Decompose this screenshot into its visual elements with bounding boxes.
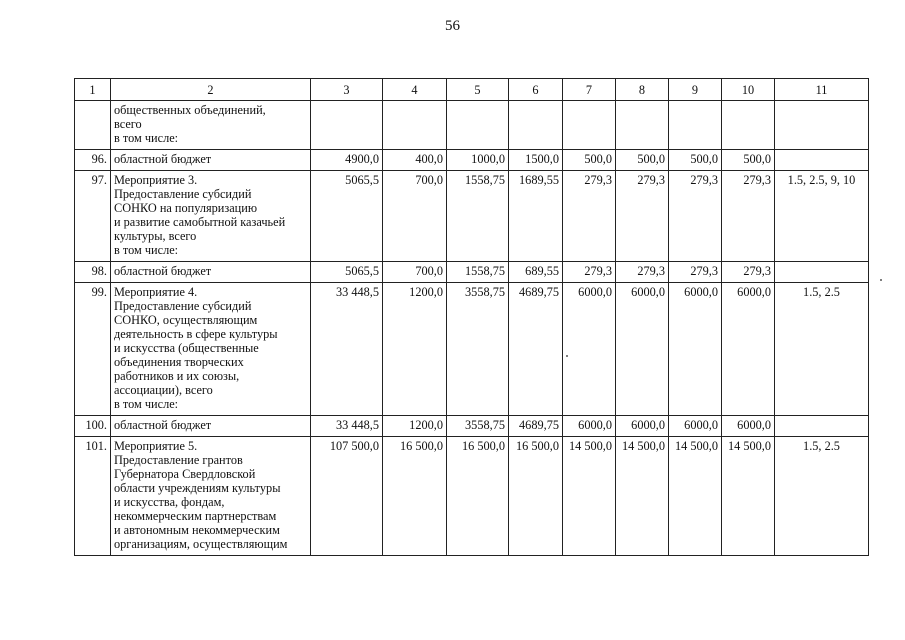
value-cell-col-5: 3558,75	[447, 416, 509, 437]
target-indicators-cell	[775, 101, 869, 150]
target-indicators-cell	[775, 262, 869, 283]
value-cell-col-3: 5065,5	[311, 171, 383, 262]
value-cell-col-6	[509, 101, 563, 150]
description-line: и искусства (общественные	[114, 341, 259, 355]
description-line: Мероприятие 3.	[114, 173, 198, 187]
value-cell-col-7: 279,3	[563, 262, 616, 283]
column-header-4: 4	[383, 79, 447, 101]
value-cell-col-4: 400,0	[383, 150, 447, 171]
value-cell-col-6: 1500,0	[509, 150, 563, 171]
value-cell-col-5: 1558,75	[447, 171, 509, 262]
value-cell-col-8: 279,3	[616, 262, 669, 283]
description-line: культуры, всего	[114, 229, 197, 243]
description-line: и искусства, фондам,	[114, 495, 225, 509]
description-line: Предоставление субсидий	[114, 299, 252, 313]
value-cell-col-3: 33 448,5	[311, 283, 383, 416]
budget-table	[74, 78, 869, 556]
description-line: объединения творческих	[114, 355, 244, 369]
value-cell-col-10: 6000,0	[722, 416, 775, 437]
description-line: Предоставление субсидий	[114, 187, 252, 201]
scan-speck	[880, 279, 882, 281]
description-line: в том числе:	[114, 243, 179, 257]
description-line: ассоциации), всего	[114, 383, 213, 397]
description-line: и автономным некоммерческим	[114, 523, 280, 537]
value-cell-col-8: 500,0	[616, 150, 669, 171]
row-description-cell	[111, 171, 311, 262]
value-cell-col-6: 1689,55	[509, 171, 563, 262]
description-line: Мероприятие 4.	[114, 285, 198, 299]
value-cell-col-10: 279,3	[722, 262, 775, 283]
column-header-7: 7	[563, 79, 616, 101]
value-cell-col-9	[669, 101, 722, 150]
value-cell-col-7: 14 500,0	[563, 437, 616, 556]
value-cell-col-6: 4689,75	[509, 283, 563, 416]
description-line: Мероприятие 5.	[114, 439, 198, 453]
description-line: в том числе:	[114, 397, 179, 411]
value-cell-col-4: 700,0	[383, 171, 447, 262]
value-cell-col-6: 689,55	[509, 262, 563, 283]
value-cell-col-8: 6000,0	[616, 283, 669, 416]
row-number-cell: 98.	[75, 262, 111, 283]
table-row	[75, 416, 869, 437]
table-row	[75, 171, 869, 262]
value-cell-col-8: 14 500,0	[616, 437, 669, 556]
column-header-3: 3	[311, 79, 383, 101]
description-line: общественных объединений,	[114, 103, 266, 117]
description-line: всего	[114, 117, 142, 131]
value-cell-col-7: 279,3	[563, 171, 616, 262]
description-line: областной бюджет	[114, 418, 212, 432]
column-header-11: 11	[775, 79, 869, 101]
value-cell-col-4: 1200,0	[383, 416, 447, 437]
value-cell-col-3: 33 448,5	[311, 416, 383, 437]
description-line: СОНКО, осуществляющим	[114, 313, 258, 327]
value-cell-col-4: 16 500,0	[383, 437, 447, 556]
value-cell-col-5: 16 500,0	[447, 437, 509, 556]
value-cell-col-8: 279,3	[616, 171, 669, 262]
description-line: областной бюджет	[114, 152, 212, 166]
value-cell-col-9: 500,0	[669, 150, 722, 171]
row-number-cell: 96.	[75, 150, 111, 171]
scan-speck	[566, 355, 568, 357]
description-line: области учреждениям культуры	[114, 481, 281, 495]
value-cell-col-10	[722, 101, 775, 150]
value-cell-col-5	[447, 101, 509, 150]
description-line: Губернатора Свердловской	[114, 467, 256, 481]
target-indicators-cell: 1.5, 2.5	[775, 437, 869, 556]
table-header-row	[75, 79, 869, 101]
description-line: областной бюджет	[114, 264, 212, 278]
value-cell-col-10: 500,0	[722, 150, 775, 171]
value-cell-col-3	[311, 101, 383, 150]
description-line: некоммерческим партнерствам	[114, 509, 277, 523]
column-header-8: 8	[616, 79, 669, 101]
value-cell-col-3: 107 500,0	[311, 437, 383, 556]
page-number: 56	[445, 18, 460, 34]
target-indicators-cell	[775, 416, 869, 437]
value-cell-col-9: 6000,0	[669, 416, 722, 437]
column-header-5: 5	[447, 79, 509, 101]
value-cell-col-7	[563, 101, 616, 150]
target-indicators-cell: 1.5, 2.5	[775, 283, 869, 416]
value-cell-col-4: 1200,0	[383, 283, 447, 416]
target-indicators-cell	[775, 150, 869, 171]
description-line: организациям, осуществляющим	[114, 537, 288, 551]
value-cell-col-10: 14 500,0	[722, 437, 775, 556]
value-cell-col-7: 500,0	[563, 150, 616, 171]
value-cell-col-4: 700,0	[383, 262, 447, 283]
row-description-cell	[111, 101, 311, 150]
description-line: в том числе:	[114, 131, 179, 145]
table-row	[75, 283, 869, 416]
value-cell-col-5: 3558,75	[447, 283, 509, 416]
row-description-cell	[111, 150, 311, 171]
value-cell-col-5: 1000,0	[447, 150, 509, 171]
row-description-cell	[111, 283, 311, 416]
table-body	[75, 79, 869, 556]
value-cell-col-10: 6000,0	[722, 283, 775, 416]
row-description-cell	[111, 416, 311, 437]
value-cell-col-9: 14 500,0	[669, 437, 722, 556]
row-number-cell: 99.	[75, 283, 111, 416]
description-line: СОНКО на популяризацию	[114, 201, 258, 215]
description-line: деятельность в сфере культуры	[114, 327, 278, 341]
value-cell-col-9: 6000,0	[669, 283, 722, 416]
value-cell-col-3: 5065,5	[311, 262, 383, 283]
table-row	[75, 437, 869, 556]
row-number-cell: 97.	[75, 171, 111, 262]
description-line: и развитие самобытной казачьей	[114, 215, 286, 229]
value-cell-col-5: 1558,75	[447, 262, 509, 283]
row-description-cell	[111, 437, 311, 556]
target-indicators-cell: 1.5, 2.5, 9, 10	[775, 171, 869, 262]
row-number-cell: 100.	[75, 416, 111, 437]
description-line: работников и их союзы,	[114, 369, 240, 383]
value-cell-col-4	[383, 101, 447, 150]
value-cell-col-6: 4689,75	[509, 416, 563, 437]
column-header-9: 9	[669, 79, 722, 101]
table-row	[75, 101, 869, 150]
value-cell-col-9: 279,3	[669, 262, 722, 283]
row-number-cell: 101.	[75, 437, 111, 556]
value-cell-col-7: 6000,0	[563, 416, 616, 437]
value-cell-col-7: 6000,0	[563, 283, 616, 416]
column-header-6: 6	[509, 79, 563, 101]
value-cell-col-10: 279,3	[722, 171, 775, 262]
column-header-1: 1	[75, 79, 111, 101]
value-cell-col-6: 16 500,0	[509, 437, 563, 556]
table-row	[75, 150, 869, 171]
row-number-cell	[75, 101, 111, 150]
value-cell-col-9: 279,3	[669, 171, 722, 262]
table-row	[75, 262, 869, 283]
column-header-2: 2	[111, 79, 311, 101]
value-cell-col-8	[616, 101, 669, 150]
value-cell-col-8: 6000,0	[616, 416, 669, 437]
column-header-10: 10	[722, 79, 775, 101]
description-line: Предоставление грантов	[114, 453, 243, 467]
value-cell-col-3: 4900,0	[311, 150, 383, 171]
row-description-cell	[111, 262, 311, 283]
